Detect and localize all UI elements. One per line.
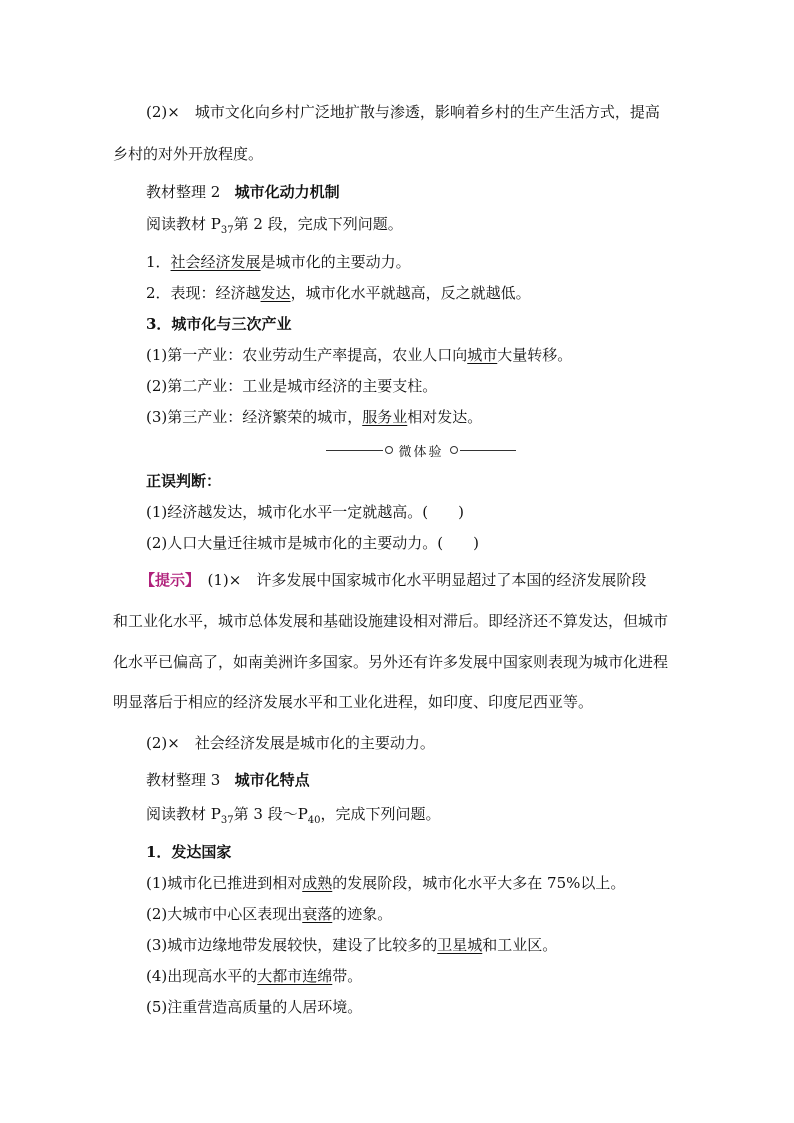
item-text: (2)大城市中心区表现出 bbox=[146, 905, 303, 923]
item-text: (1)城市化已推进到相对 bbox=[146, 874, 303, 892]
developed-item-3 bbox=[146, 935, 557, 955]
tip-line-1 bbox=[140, 570, 646, 590]
page-subscript: 37 bbox=[220, 225, 234, 236]
answer-2-line-2: 乡村的对外开放程度。 bbox=[113, 145, 264, 163]
underlined-answer: 发达 bbox=[260, 284, 291, 302]
reading-instruction-3 bbox=[146, 804, 441, 831]
item-text-tail: ，城市化水平就越高，反之就越低。 bbox=[290, 284, 531, 302]
developed-item-4 bbox=[146, 966, 362, 986]
divider-line bbox=[460, 450, 517, 451]
judge-title: 正误判断： bbox=[146, 472, 222, 490]
reading-instruction-2 bbox=[146, 214, 403, 241]
section-2-title: 城市化动力机制 bbox=[234, 183, 340, 201]
underlined-answer: 卫星城 bbox=[437, 936, 483, 954]
tip-text: (1)× 许多发展中国家城市化水平明显超过了本国的经济发展阶段 bbox=[192, 571, 647, 589]
item-text-tail: 大量转移。 bbox=[497, 346, 573, 364]
underlined-answer: 服务业 bbox=[362, 408, 408, 426]
reading-text: 阅读教材 P bbox=[146, 215, 221, 233]
item-text: 是城市化的主要动力。 bbox=[260, 253, 411, 271]
tip-label: 【提示】 bbox=[140, 571, 193, 589]
item-text-tail: 的发展阶段，城市化水平大多在 75%以上。 bbox=[332, 874, 626, 892]
item-text-tail: 相对发达。 bbox=[407, 408, 483, 426]
item-1 bbox=[146, 252, 411, 272]
section-2-number: 教材整理 2 bbox=[146, 183, 221, 201]
divider-dot bbox=[385, 446, 393, 454]
judge-question-2: (2)人口大量迁往城市是城市化的主要动力。( ) bbox=[146, 534, 479, 552]
item-text-tail: 带。 bbox=[332, 967, 363, 985]
reading-text-tail: 第 2 段，完成下列问题。 bbox=[233, 215, 403, 233]
page-subscript: 37 bbox=[220, 815, 234, 826]
developed-item-1 bbox=[146, 873, 625, 893]
answer-2-line-1: (2)× 城市文化向乡村广泛地扩散与渗透，影响着乡村的生产生活方式，提高 bbox=[146, 103, 660, 121]
item-3-heading: 3．城市化与三次产业 bbox=[146, 315, 292, 333]
reading-text-tail: ，完成下列问题。 bbox=[320, 805, 441, 823]
item-text-tail: 的迹象。 bbox=[332, 905, 393, 923]
underlined-answer: 大都市连绵 bbox=[257, 967, 333, 985]
page-subscript: 40 bbox=[307, 815, 321, 826]
developed-item-2 bbox=[146, 904, 392, 924]
item-3-2: (2)第二产业：工业是城市经济的主要支柱。 bbox=[146, 377, 438, 395]
item-text: 2．表现：经济越 bbox=[146, 284, 261, 302]
section-3-number: 教材整理 3 bbox=[146, 771, 221, 789]
divider-line bbox=[326, 450, 383, 451]
underlined-answer: 城市 bbox=[467, 346, 498, 364]
item-3-1 bbox=[146, 345, 572, 365]
divider-label: 微体验 bbox=[398, 444, 444, 460]
tip-line-5: (2)× 社会经济发展是城市化的主要动力。 bbox=[146, 734, 435, 752]
reading-text-mid: 第 3 段～P bbox=[233, 805, 308, 823]
item-2 bbox=[146, 283, 531, 303]
judge-question-1: (1)经济越发达，城市化水平一定就越高。( ) bbox=[146, 503, 464, 521]
section-3-heading bbox=[146, 770, 310, 790]
item-number: 1． bbox=[146, 253, 171, 271]
item-text-tail: 和工业区。 bbox=[482, 936, 558, 954]
item-text: (3)第三产业：经济繁荣的城市， bbox=[146, 408, 363, 426]
micro-experience-divider bbox=[326, 440, 516, 460]
underlined-answer: 社会经济发展 bbox=[170, 253, 261, 271]
developed-countries-heading: 1．发达国家 bbox=[146, 843, 232, 861]
underlined-answer: 成熟 bbox=[302, 874, 333, 892]
reading-text: 阅读教材 P bbox=[146, 805, 221, 823]
section-2-heading bbox=[146, 182, 340, 202]
tip-line-3: 化水平已偏高了，如南美洲许多国家。另外还有许多发展中国家则表现为城市化进程 bbox=[113, 653, 669, 671]
item-3-3 bbox=[146, 407, 482, 427]
tip-line-4: 明显落后于相应的经济发展水平和工业化进程，如印度、印度尼西亚等。 bbox=[113, 693, 594, 711]
underlined-answer: 衰落 bbox=[302, 905, 333, 923]
divider-dot bbox=[450, 446, 458, 454]
developed-item-5: (5)注重营造高质量的人居环境。 bbox=[146, 998, 363, 1016]
section-3-title: 城市化特点 bbox=[234, 771, 310, 789]
item-text: (1)第一产业：农业劳动生产率提高，农业人口向 bbox=[146, 346, 468, 364]
tip-line-2: 和工业化水平，城市总体发展和基础设施建设相对滞后。即经济还不算发达，但城市 bbox=[113, 612, 669, 630]
item-text: (4)出现高水平的 bbox=[146, 967, 258, 985]
item-text: (3)城市边缘地带发展较快，建设了比较多的 bbox=[146, 936, 438, 954]
